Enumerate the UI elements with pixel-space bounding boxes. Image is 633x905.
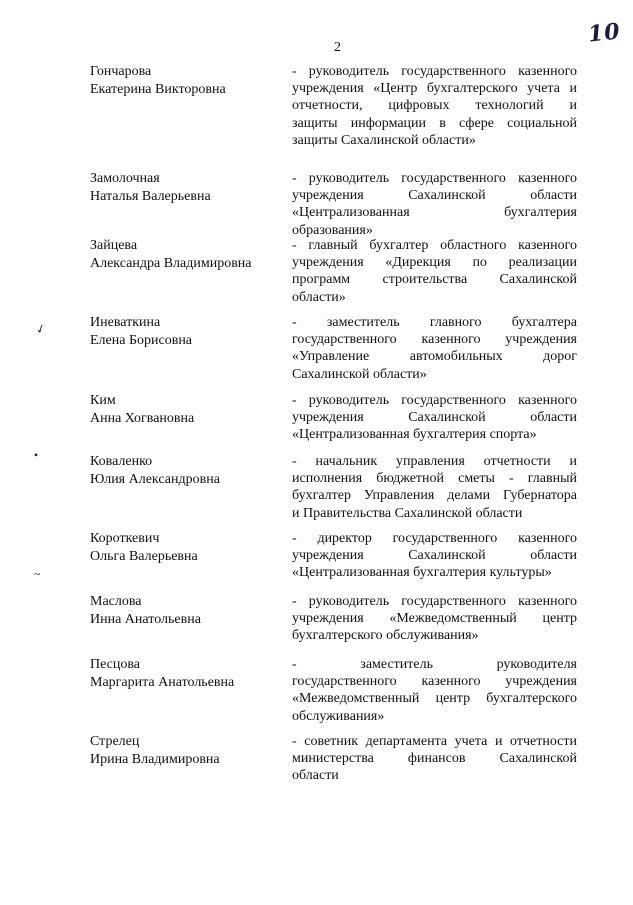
member-role [292,63,577,149]
role-line: программ строительства Сахалинской [292,272,577,288]
role-line: министерства финансов Сахалинской [292,751,577,767]
margin-mark: ~ [34,567,41,581]
role-line: Сахалинской области» [292,366,427,382]
role-line: области [292,768,339,784]
member-surname: Замолочная [90,171,160,186]
role-line: образования» [292,222,373,238]
member-role [292,392,577,444]
member-role [292,453,577,522]
role-line: - главный бухгалтер областного казенного [292,238,577,253]
member-name [90,593,280,628]
role-line: исполнения бюджетной сметы - главный [292,471,577,487]
member-given-names: Ольга Валерьевна [90,548,198,564]
handwritten-sheet-number: 10 [586,18,622,48]
member-name [90,63,280,98]
member-surname: Стрелец [90,734,140,749]
member-surname: Ким [90,393,116,408]
member-given-names: Анна Хогвановна [90,410,195,426]
member-name [90,453,280,488]
role-line: защиты Сахалинской области» [292,132,476,148]
role-line: - заместитель руководителя [292,657,577,672]
role-line: защиты информации в сфере социальной [292,115,577,131]
page-number: 2 [334,40,341,55]
member-given-names: Александра Владимировна [90,255,252,271]
member-given-names: Ирина Владимировна [90,751,220,767]
role-line: - начальник управления отчетности и [292,454,577,469]
member-name [90,392,280,427]
member-surname: Короткевич [90,531,160,546]
margin-mark: • [34,448,39,462]
role-line: «Управление автомобильных дорог [292,349,577,365]
member-name [90,314,280,349]
member-role [292,733,577,785]
role-line: области» [292,289,346,305]
role-line: бухгалтер Управления делами Губернатора [292,488,577,504]
role-line: - заместитель главного бухгалтера [292,315,577,330]
role-line: обслуживания» [292,708,385,724]
member-surname: Песцова [90,657,141,672]
role-line: учреждения Сахалинской области [292,548,577,564]
role-line: учреждения Сахалинской области [292,188,577,204]
role-line: «Централизованная бухгалтерия культуры» [292,565,552,581]
member-role [292,656,577,725]
role-line: государственного казенного учреждения [292,332,577,348]
role-line: учреждения «Межведомственный центр [292,611,577,627]
role-line: «Межведомственный центр бухгалтерского [292,691,577,707]
member-role [292,314,577,383]
member-name [90,656,280,691]
member-surname: Коваленко [90,454,153,469]
member-name [90,530,280,565]
role-line: - советник департамента учета и отчетности [292,734,577,749]
role-line: государственного казенного учреждения [292,674,577,690]
role-line: и Правительства Сахалинской области [292,505,523,521]
member-given-names: Наталья Валерьевна [90,188,211,204]
member-surname: Гончарова [90,64,152,79]
member-name [90,170,280,205]
member-surname: Иневаткина [90,315,161,330]
member-given-names: Елена Борисовна [90,332,193,348]
margin-mark: ✓ [33,320,48,338]
role-line: - директор государственного казенного [292,531,577,546]
member-role [292,530,577,582]
member-role [292,593,577,645]
role-line: «Централизованная бухгалтерия [292,205,577,221]
role-line: - руководитель государственного казенного [292,393,577,408]
member-surname: Маслова [90,594,142,609]
member-role [292,237,577,306]
member-surname: Зайцева [90,238,138,253]
member-name [90,237,280,272]
member-given-names: Юлия Александровна [90,471,220,487]
member-given-names: Екатерина Викторовна [90,81,226,97]
role-line: отчетности, цифровых технологий и [292,98,577,114]
member-given-names: Маргарита Анатольевна [90,674,235,690]
role-line: бухгалтерского обслуживания» [292,628,479,644]
role-line: - руководитель государственного казенного [292,594,577,609]
role-line: «Централизованная бухгалтерия спорта» [292,427,537,443]
role-line: учреждения «Дирекция по реализации [292,255,577,271]
role-line: - руководитель государственного казенного [292,171,577,186]
member-role [292,170,577,239]
role-line: учреждения Сахалинской области [292,410,577,426]
member-given-names: Инна Анатольевна [90,611,201,627]
role-line: - руководитель государственного казенного [292,64,577,79]
member-name [90,733,280,768]
role-line: учреждения «Центр бухгалтерского учета и [292,81,577,97]
